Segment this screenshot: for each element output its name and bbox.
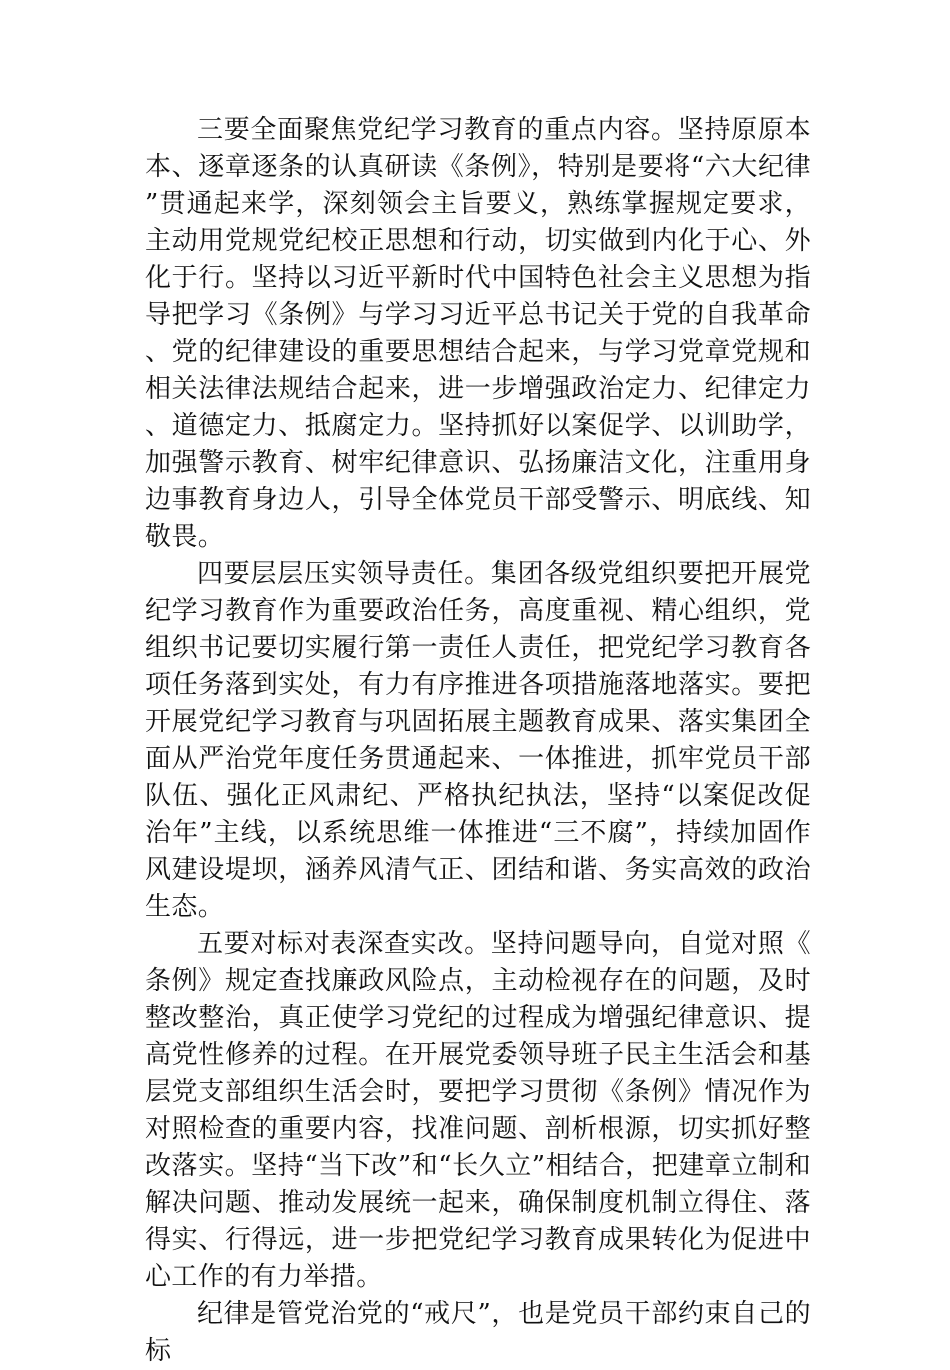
document-body (145, 112, 811, 1370)
paragraph-focus-content: 三要全面聚焦党纪学习教育的重点内容。坚持原原本本、逐章逐条的认真研读《条例》，特别是要将“六大纪律”贯通起来学，深刻领会主旨要义，熟练掌握规定要求，主动用党规党纪校正思想和行动，切实做到内化于心、外化于行。坚持以习近平新时代中国特色社会主义思想为指导把学习《条例》与学习习近平总书记关于党的自我革命、党的纪律建设的重要思想结合起来，与学习党章党规和相关法律法规结合起来，进一步增强政治定力、纪律定力、道德定力、抵腐定力。坚持抓好以案促学、以训助学，加强警示教育、树牢纪律意识、弘扬廉洁文化，注重用身边事教育身边人，引导全体党员干部受警示、明底线、知敬畏。 (145, 115, 811, 552)
paragraph-leadership-responsibility: 四要层层压实领导责任。集团各级党组织要把开展党纪学习教育作为重要政治任务，高度重视、精心组织，党组织书记要切实履行第一责任人责任，把党纪学习教育各项任务落到实处，有力有序推进各项措施落地落实。要把开展党纪学习教育与巩固拓展主题教育成果、落实集团全面从严治党年度任务贯通起来、一体推进，抓牢党员干部队伍、强化正风肃纪、严格执纪执法，坚持“以案促改促治年”主线，以系统思维一体推进“三不腐”，持续加固作风建设堤坝，涵养风清气正、团结和谐、务实高效的政治生态。 (145, 559, 811, 922)
paragraph-rectification: 五要对标对表深查实改。坚持问题导向，自觉对照《条例》规定查找廉政风险点，主动检视存在的问题，及时整改整治，真正使学习党纪的过程成为增强纪律意识、提高党性修养的过程。在开展党委领导班子民主生活会和基层党支部组织生活会时，要把学习贯彻《条例》情况作为对照检查的重要内容，找准问题、剖析根源，切实抓好整改落实。坚持“当下改”和“长久立”相结合，把建章立制和解决问题、推动发展统一起来，确保制度机制立得住、落得实、行得远，进一步把党纪学习教育成果转化为促进中心工作的有力举措。 (145, 929, 811, 1292)
paragraph-discipline-ruler: 纪律是管党治党的“戒尺”，也是党员干部约束自己的标 (145, 1299, 811, 1366)
